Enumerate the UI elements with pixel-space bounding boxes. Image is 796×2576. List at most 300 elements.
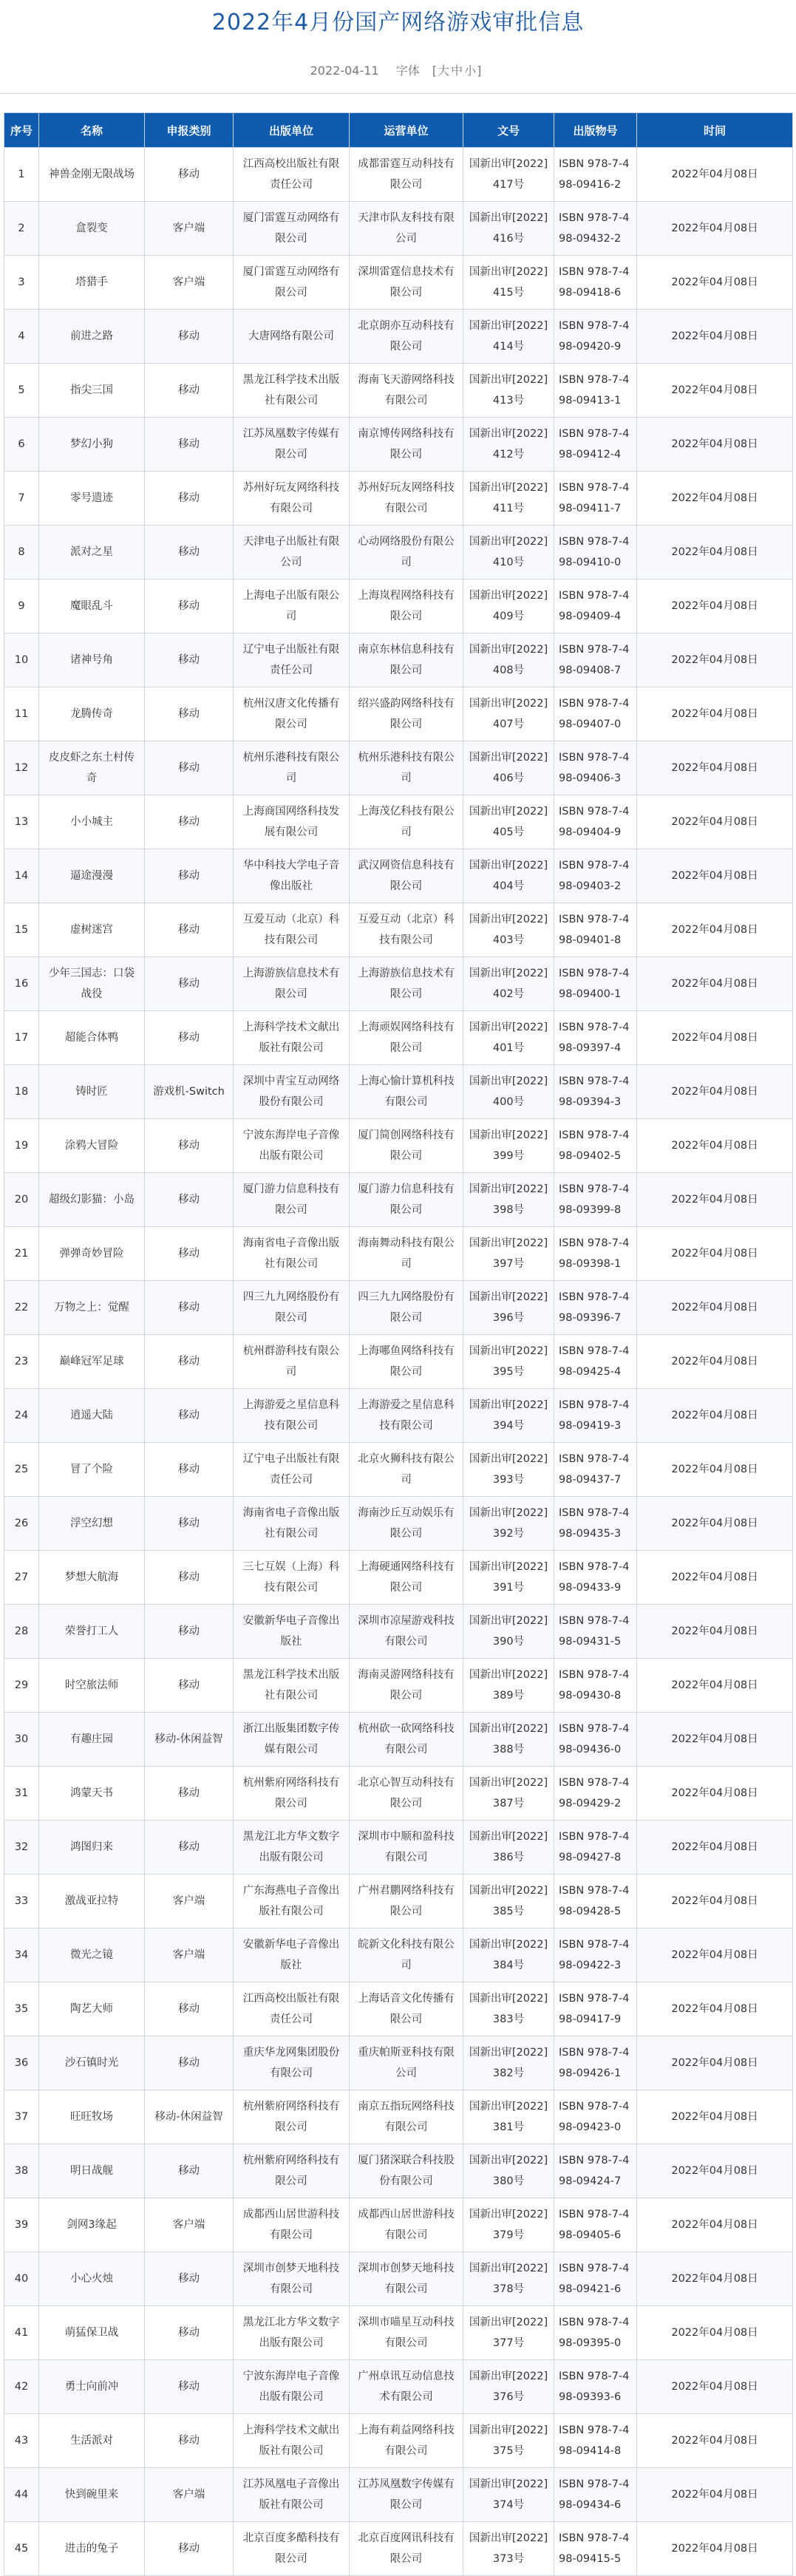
table-row <box>4 741 793 795</box>
cell-index: 29 <box>4 1659 39 1713</box>
cell-date: 2022年04月08日 <box>637 418 793 472</box>
cell-publisher: 成都西山居世游科技有限公司 <box>234 2198 350 2252</box>
cell-operator: 海南舞动科技有限公司 <box>350 1227 463 1281</box>
cell-approval-number: 国新出审[2022]410号 <box>463 526 554 580</box>
table-row <box>4 1928 793 1982</box>
cell-operator: 杭州乐港科技有限公司 <box>350 741 463 795</box>
cell-index: 31 <box>4 1767 39 1821</box>
cell-date: 2022年04月08日 <box>637 364 793 418</box>
cell-operator: 北京朗亦互动科技有限公司 <box>350 310 463 364</box>
cell-name: 神兽金刚无限战场 <box>39 148 145 202</box>
column-header: 序号 <box>4 113 39 148</box>
cell-name: 萌猛保卫战 <box>39 2306 145 2360</box>
cell-operator: 深圳市喵星互动科技有限公司 <box>350 2306 463 2360</box>
table-row <box>4 2414 793 2468</box>
table-row <box>4 2306 793 2360</box>
cell-index: 24 <box>4 1389 39 1443</box>
cell-operator: 北京火狮科技有限公司 <box>350 1443 463 1497</box>
cell-publisher: 互爱互动（北京）科技有限公司 <box>234 903 350 957</box>
cell-operator: 上海顽娱网络科技有限公司 <box>350 1011 463 1065</box>
table-row <box>4 1227 793 1281</box>
cell-publisher: 上海商国网络科技发展有限公司 <box>234 795 350 849</box>
cell-name: 少年三国志：口袋战役 <box>39 957 145 1011</box>
cell-name: 冒了个险 <box>39 1443 145 1497</box>
cell-approval-number: 国新出审[2022]403号 <box>463 903 554 957</box>
cell-operator: 广州卓讯互动信息技术有限公司 <box>350 2360 463 2414</box>
cell-name: 快到碗里来 <box>39 2468 145 2522</box>
cell-date: 2022年04月08日 <box>637 256 793 310</box>
table-row <box>4 2468 793 2522</box>
cell-index: 13 <box>4 795 39 849</box>
cell-date: 2022年04月08日 <box>637 849 793 903</box>
table-row <box>4 1011 793 1065</box>
cell-isbn: ISBN 978-7-498-09418-6 <box>554 256 637 310</box>
cell-category: 移动 <box>145 795 234 849</box>
cell-isbn: ISBN 978-7-498-09400-1 <box>554 957 637 1011</box>
cell-index: 27 <box>4 1551 39 1605</box>
cell-publisher: 重庆华龙网集团股份有限公司 <box>234 2036 350 2090</box>
cell-isbn: ISBN 978-7-498-09431-5 <box>554 1605 637 1659</box>
cell-name: 有趣庄园 <box>39 1713 145 1767</box>
cell-publisher: 浙江出版集团数字传媒有限公司 <box>234 1713 350 1767</box>
cell-isbn: ISBN 978-7-498-09433-9 <box>554 1551 637 1605</box>
table-row <box>4 1065 793 1119</box>
cell-publisher: 宁波东海岸电子音像出版有限公司 <box>234 1119 350 1173</box>
table-row <box>4 1551 793 1605</box>
cell-isbn: ISBN 978-7-498-09398-1 <box>554 1227 637 1281</box>
cell-index: 18 <box>4 1065 39 1119</box>
cell-operator: 海南沙丘互动娱乐有限公司 <box>350 1497 463 1551</box>
cell-approval-number: 国新出审[2022]377号 <box>463 2306 554 2360</box>
cell-isbn: ISBN 978-7-498-09435-3 <box>554 1497 637 1551</box>
cell-publisher: 上海游族信息技术有限公司 <box>234 957 350 1011</box>
cell-operator: 海南飞天游网络科技有限公司 <box>350 364 463 418</box>
table-row <box>4 2090 793 2144</box>
cell-name: 生活派对 <box>39 2414 145 2468</box>
cell-isbn: ISBN 978-7-498-09408-7 <box>554 633 637 687</box>
cell-index: 1 <box>4 148 39 202</box>
table-row <box>4 1119 793 1173</box>
cell-index: 14 <box>4 849 39 903</box>
cell-isbn: ISBN 978-7-498-09412-4 <box>554 418 637 472</box>
cell-publisher: 厦门雷霆互动网络有限公司 <box>234 202 350 256</box>
approval-table <box>4 112 793 2576</box>
column-header: 时间 <box>637 113 793 148</box>
cell-publisher: 大唐网络有限公司 <box>234 310 350 364</box>
cell-name: 龙腾传奇 <box>39 687 145 741</box>
cell-approval-number: 国新出审[2022]379号 <box>463 2198 554 2252</box>
cell-publisher: 江西高校出版社有限责任公司 <box>234 1982 350 2036</box>
cell-category: 客户端 <box>145 2468 234 2522</box>
column-header: 运营单位 <box>350 113 463 148</box>
cell-index: 28 <box>4 1605 39 1659</box>
cell-name: 魔眼乱斗 <box>39 580 145 633</box>
cell-approval-number: 国新出审[2022]400号 <box>463 1065 554 1119</box>
cell-index: 37 <box>4 2090 39 2144</box>
column-header: 申报类别 <box>145 113 234 148</box>
cell-date: 2022年04月08日 <box>637 1119 793 1173</box>
cell-publisher: 海南省电子音像出版社有限公司 <box>234 1497 350 1551</box>
cell-index: 6 <box>4 418 39 472</box>
cell-isbn: ISBN 978-7-498-09428-5 <box>554 1875 637 1928</box>
cell-isbn: ISBN 978-7-498-09422-3 <box>554 1928 637 1982</box>
cell-approval-number: 国新出审[2022]409号 <box>463 580 554 633</box>
cell-name: 小小城主 <box>39 795 145 849</box>
table-row <box>4 1335 793 1389</box>
cell-name: 超能合体鸭 <box>39 1011 145 1065</box>
cell-publisher: 北京百度多酷科技有限公司 <box>234 2522 350 2576</box>
cell-publisher: 上海科学技术文献出版社有限公司 <box>234 2414 350 2468</box>
cell-category: 移动 <box>145 741 234 795</box>
cell-isbn: ISBN 978-7-498-09434-6 <box>554 2468 637 2522</box>
table-row <box>4 526 793 580</box>
cell-name: 零号遗迹 <box>39 472 145 526</box>
font-size-switcher: 字体 [大 中 小] <box>395 64 482 78</box>
cell-operator: 上海岚程网络科技有限公司 <box>350 580 463 633</box>
cell-publisher: 江西高校出版社有限责任公司 <box>234 148 350 202</box>
font-size-small[interactable]: 小 <box>464 64 477 78</box>
cell-date: 2022年04月08日 <box>637 1713 793 1767</box>
cell-name: 勇士向前冲 <box>39 2360 145 2414</box>
cell-approval-number: 国新出审[2022]380号 <box>463 2144 554 2198</box>
cell-publisher: 黑龙江科学技术出版社有限公司 <box>234 364 350 418</box>
table-row <box>4 2360 793 2414</box>
cell-isbn: ISBN 978-7-498-09419-3 <box>554 1389 637 1443</box>
table-row <box>4 1659 793 1713</box>
cell-category: 移动 <box>145 633 234 687</box>
table-row <box>4 849 793 903</box>
cell-category: 移动 <box>145 1335 234 1389</box>
table-header-row <box>4 113 793 148</box>
cell-category: 移动 <box>145 1119 234 1173</box>
cell-category: 移动 <box>145 2144 234 2198</box>
cell-operator: 苏州好玩友网络科技有限公司 <box>350 472 463 526</box>
cell-index: 32 <box>4 1821 39 1875</box>
cell-isbn: ISBN 978-7-498-09420-9 <box>554 310 637 364</box>
article-meta <box>0 56 796 86</box>
cell-approval-number: 国新出审[2022]390号 <box>463 1605 554 1659</box>
cell-date: 2022年04月08日 <box>637 472 793 526</box>
cell-index: 9 <box>4 580 39 633</box>
cell-index: 7 <box>4 472 39 526</box>
cell-name: 梦幻小狗 <box>39 418 145 472</box>
cell-date: 2022年04月08日 <box>637 2198 793 2252</box>
cell-approval-number: 国新出审[2022]388号 <box>463 1713 554 1767</box>
cell-index: 15 <box>4 903 39 957</box>
cell-approval-number: 国新出审[2022]389号 <box>463 1659 554 1713</box>
cell-operator: 厦门游力信息科技有限公司 <box>350 1173 463 1227</box>
cell-publisher: 三七互娱（上海）科技有限公司 <box>234 1551 350 1605</box>
cell-isbn: ISBN 978-7-498-09421-6 <box>554 2252 637 2306</box>
cell-approval-number: 国新出审[2022]406号 <box>463 741 554 795</box>
cell-approval-number: 国新出审[2022]402号 <box>463 957 554 1011</box>
cell-index: 8 <box>4 526 39 580</box>
cell-isbn: ISBN 978-7-498-09397-4 <box>554 1011 637 1065</box>
cell-isbn: ISBN 978-7-498-09402-5 <box>554 1119 637 1173</box>
cell-date: 2022年04月08日 <box>637 1389 793 1443</box>
font-size-medium[interactable]: 中 <box>451 64 463 78</box>
cell-approval-number: 国新出审[2022]374号 <box>463 2468 554 2522</box>
cell-approval-number: 国新出审[2022]387号 <box>463 1767 554 1821</box>
cell-approval-number: 国新出审[2022]414号 <box>463 310 554 364</box>
cell-index: 26 <box>4 1497 39 1551</box>
cell-date: 2022年04月08日 <box>637 1011 793 1065</box>
cell-category: 移动 <box>145 1821 234 1875</box>
cell-date: 2022年04月08日 <box>637 741 793 795</box>
cell-category: 移动 <box>145 2036 234 2090</box>
cell-name: 进击的兔子 <box>39 2522 145 2576</box>
cell-approval-number: 国新出审[2022]393号 <box>463 1443 554 1497</box>
cell-operator: 南京五指玩网络科技有限公司 <box>350 2090 463 2144</box>
cell-date: 2022年04月08日 <box>637 148 793 202</box>
cell-name: 浮空幻想 <box>39 1497 145 1551</box>
cell-approval-number: 国新出审[2022]412号 <box>463 418 554 472</box>
cell-index: 44 <box>4 2468 39 2522</box>
table-body <box>4 148 793 2576</box>
cell-approval-number: 国新出审[2022]417号 <box>463 148 554 202</box>
cell-name: 时空旅法师 <box>39 1659 145 1713</box>
cell-publisher: 辽宁电子出版社有限责任公司 <box>234 633 350 687</box>
cell-category: 客户端 <box>145 256 234 310</box>
cell-operator: 深圳市凉屋游戏科技有限公司 <box>350 1605 463 1659</box>
cell-operator: 天津市队友科技有限公司 <box>350 202 463 256</box>
page-title: 2022年4月份国产网络游戏审批信息 <box>211 10 585 35</box>
cell-approval-number: 国新出审[2022]401号 <box>463 1011 554 1065</box>
cell-category: 移动 <box>145 2252 234 2306</box>
cell-operator: 四三九九网络股份有限公司 <box>350 1281 463 1335</box>
table-row <box>4 1875 793 1928</box>
cell-operator: 南京博传网络科技有限公司 <box>350 418 463 472</box>
cell-publisher: 杭州紫府网络科技有限公司 <box>234 1767 350 1821</box>
cell-name: 旺旺牧场 <box>39 2090 145 2144</box>
cell-name: 前进之路 <box>39 310 145 364</box>
cell-category: 移动-休闲益智 <box>145 1713 234 1767</box>
cell-category: 移动 <box>145 472 234 526</box>
table-row <box>4 1982 793 2036</box>
cell-approval-number: 国新出审[2022]383号 <box>463 1982 554 2036</box>
cell-category: 移动 <box>145 903 234 957</box>
cell-category: 移动 <box>145 1982 234 2036</box>
cell-approval-number: 国新出审[2022]407号 <box>463 687 554 741</box>
cell-operator: 绍兴盛韵网络科技有限公司 <box>350 687 463 741</box>
table-row <box>4 1767 793 1821</box>
cell-name: 陶艺大师 <box>39 1982 145 2036</box>
column-header: 出版物号 <box>554 113 637 148</box>
cell-publisher: 四三九九网络股份有限公司 <box>234 1281 350 1335</box>
cell-publisher: 安徽新华电子音像出版社 <box>234 1928 350 1982</box>
cell-approval-number: 国新出审[2022]381号 <box>463 2090 554 2144</box>
table-row <box>4 148 793 202</box>
cell-name: 塔猎手 <box>39 256 145 310</box>
cell-publisher: 天津电子出版社有限公司 <box>234 526 350 580</box>
cell-publisher: 杭州乐港科技有限公司 <box>234 741 350 795</box>
table-row <box>4 1497 793 1551</box>
cell-name: 诸神号角 <box>39 633 145 687</box>
cell-publisher: 广东海燕电子音像出版社有限公司 <box>234 1875 350 1928</box>
cell-name: 明日战舰 <box>39 2144 145 2198</box>
cell-name: 皮皮虾之东土村传奇 <box>39 741 145 795</box>
cell-category: 移动 <box>145 1281 234 1335</box>
cell-name: 逍遥大陆 <box>39 1389 145 1443</box>
cell-date: 2022年04月08日 <box>637 687 793 741</box>
cell-publisher: 杭州汉唐文化传播有限公司 <box>234 687 350 741</box>
cell-publisher: 宁波东海岸电子音像出版有限公司 <box>234 2360 350 2414</box>
cell-date: 2022年04月08日 <box>637 1281 793 1335</box>
cell-date: 2022年04月08日 <box>637 202 793 256</box>
cell-approval-number: 国新出审[2022]378号 <box>463 2252 554 2306</box>
cell-index: 33 <box>4 1875 39 1928</box>
cell-category: 移动 <box>145 580 234 633</box>
table-row <box>4 1713 793 1767</box>
cell-name: 鸿图归来 <box>39 1821 145 1875</box>
cell-name: 涂鸦大冒险 <box>39 1119 145 1173</box>
cell-approval-number: 国新出审[2022]384号 <box>463 1928 554 1982</box>
cell-isbn: ISBN 978-7-498-09405-6 <box>554 2198 637 2252</box>
cell-operator: 广州君鹏网络科技有限公司 <box>350 1875 463 1928</box>
cell-name: 铸时匠 <box>39 1065 145 1119</box>
cell-publisher: 海南省电子音像出版社有限公司 <box>234 1227 350 1281</box>
column-header: 名称 <box>39 113 145 148</box>
cell-name: 万物之上：觉醒 <box>39 1281 145 1335</box>
table-row <box>4 2036 793 2090</box>
cell-operator: 杭州砍一砍网络科技有限公司 <box>350 1713 463 1767</box>
table-row <box>4 472 793 526</box>
cell-category: 移动 <box>145 2522 234 2576</box>
table-row <box>4 1443 793 1497</box>
cell-index: 23 <box>4 1335 39 1389</box>
font-size-large[interactable]: 大 <box>438 64 450 78</box>
cell-index: 19 <box>4 1119 39 1173</box>
cell-date: 2022年04月08日 <box>637 1659 793 1713</box>
cell-name: 梦想大航海 <box>39 1551 145 1605</box>
cell-index: 42 <box>4 2360 39 2414</box>
cell-date: 2022年04月08日 <box>637 580 793 633</box>
cell-category: 移动 <box>145 957 234 1011</box>
cell-category: 移动 <box>145 849 234 903</box>
cell-isbn: ISBN 978-7-498-09396-7 <box>554 1281 637 1335</box>
cell-name: 弹弹奇妙冒险 <box>39 1227 145 1281</box>
cell-index: 39 <box>4 2198 39 2252</box>
cell-index: 4 <box>4 310 39 364</box>
cell-publisher: 厦门雷霆互动网络有限公司 <box>234 256 350 310</box>
cell-index: 21 <box>4 1227 39 1281</box>
cell-operator: 北京心智互动科技有限公司 <box>350 1767 463 1821</box>
cell-operator: 上海话音文化传播有限公司 <box>350 1982 463 2036</box>
cell-operator: 深圳市中顺和盈科技有限公司 <box>350 1821 463 1875</box>
cell-isbn: ISBN 978-7-498-09409-4 <box>554 580 637 633</box>
cell-date: 2022年04月08日 <box>637 2522 793 2576</box>
cell-category: 移动 <box>145 526 234 580</box>
cell-publisher: 深圳市创梦天地科技有限公司 <box>234 2252 350 2306</box>
cell-approval-number: 国新出审[2022]408号 <box>463 633 554 687</box>
cell-index: 36 <box>4 2036 39 2090</box>
cell-date: 2022年04月08日 <box>637 1982 793 2036</box>
table-row <box>4 418 793 472</box>
table-row <box>4 957 793 1011</box>
cell-name: 鸿蒙天书 <box>39 1767 145 1821</box>
cell-operator: 上海游族信息技术有限公司 <box>350 957 463 1011</box>
divider <box>0 93 796 94</box>
cell-name: 指尖三国 <box>39 364 145 418</box>
cell-date: 2022年04月08日 <box>637 1875 793 1928</box>
cell-publisher: 辽宁电子出版社有限责任公司 <box>234 1443 350 1497</box>
cell-publisher: 杭州群游科技有限公司 <box>234 1335 350 1389</box>
cell-isbn: ISBN 978-7-498-09410-0 <box>554 526 637 580</box>
cell-isbn: ISBN 978-7-498-09404-9 <box>554 795 637 849</box>
cell-isbn: ISBN 978-7-498-09429-2 <box>554 1767 637 1821</box>
cell-index: 25 <box>4 1443 39 1497</box>
cell-approval-number: 国新出审[2022]404号 <box>463 849 554 903</box>
cell-approval-number: 国新出审[2022]399号 <box>463 1119 554 1173</box>
cell-name: 巅峰冠军足球 <box>39 1335 145 1389</box>
cell-approval-number: 国新出审[2022]386号 <box>463 1821 554 1875</box>
cell-index: 40 <box>4 2252 39 2306</box>
cell-index: 16 <box>4 957 39 1011</box>
cell-isbn: ISBN 978-7-498-09425-4 <box>554 1335 637 1389</box>
cell-operator: 厦门猪深联合科技股份有限公司 <box>350 2144 463 2198</box>
cell-name: 盒裂变 <box>39 202 145 256</box>
cell-operator: 深圳市创梦天地科技有限公司 <box>350 2252 463 2306</box>
cell-name: 剑网3缘起 <box>39 2198 145 2252</box>
cell-date: 2022年04月08日 <box>637 1443 793 1497</box>
cell-approval-number: 国新出审[2022]416号 <box>463 202 554 256</box>
cell-approval-number: 国新出审[2022]375号 <box>463 2414 554 2468</box>
cell-operator: 心动网络股份有限公司 <box>350 526 463 580</box>
font-size-label: 字体 <box>395 64 420 78</box>
cell-index: 2 <box>4 202 39 256</box>
cell-category: 移动-休闲益智 <box>145 2090 234 2144</box>
cell-index: 41 <box>4 2306 39 2360</box>
cell-index: 22 <box>4 1281 39 1335</box>
cell-date: 2022年04月08日 <box>637 1551 793 1605</box>
cell-isbn: ISBN 978-7-498-09395-0 <box>554 2306 637 2360</box>
cell-isbn: ISBN 978-7-498-09393-6 <box>554 2360 637 2414</box>
cell-index: 30 <box>4 1713 39 1767</box>
cell-isbn: ISBN 978-7-498-09416-2 <box>554 148 637 202</box>
table-row <box>4 1389 793 1443</box>
cell-index: 12 <box>4 741 39 795</box>
cell-publisher: 江苏凤凰数字传媒有限公司 <box>234 418 350 472</box>
column-header: 文号 <box>463 113 554 148</box>
cell-index: 5 <box>4 364 39 418</box>
cell-operator: 上海哪鱼网络科技有限公司 <box>350 1335 463 1389</box>
cell-approval-number: 国新出审[2022]413号 <box>463 364 554 418</box>
cell-operator: 武汉网资信息科技有限公司 <box>350 849 463 903</box>
cell-isbn: ISBN 978-7-498-09417-9 <box>554 1982 637 2036</box>
cell-category: 移动 <box>145 2414 234 2468</box>
cell-publisher: 上海电子出版有限公司 <box>234 580 350 633</box>
cell-index: 10 <box>4 633 39 687</box>
cell-date: 2022年04月08日 <box>637 633 793 687</box>
table-row <box>4 903 793 957</box>
cell-date: 2022年04月08日 <box>637 2144 793 2198</box>
cell-date: 2022年04月08日 <box>637 2360 793 2414</box>
cell-category: 移动 <box>145 1443 234 1497</box>
cell-category: 游戏机-Switch <box>145 1065 234 1119</box>
cell-approval-number: 国新出审[2022]392号 <box>463 1497 554 1551</box>
cell-category: 移动 <box>145 310 234 364</box>
cell-isbn: ISBN 978-7-498-09413-1 <box>554 364 637 418</box>
cell-index: 43 <box>4 2414 39 2468</box>
table-row <box>4 202 793 256</box>
cell-date: 2022年04月08日 <box>637 903 793 957</box>
cell-operator: 重庆帕斯亚科技有限公司 <box>350 2036 463 2090</box>
cell-date: 2022年04月08日 <box>637 2252 793 2306</box>
cell-isbn: ISBN 978-7-498-09394-3 <box>554 1065 637 1119</box>
cell-isbn: ISBN 978-7-498-09427-8 <box>554 1821 637 1875</box>
cell-publisher: 安徽新华电子音像出版社 <box>234 1605 350 1659</box>
cell-isbn: ISBN 978-7-498-09407-0 <box>554 687 637 741</box>
